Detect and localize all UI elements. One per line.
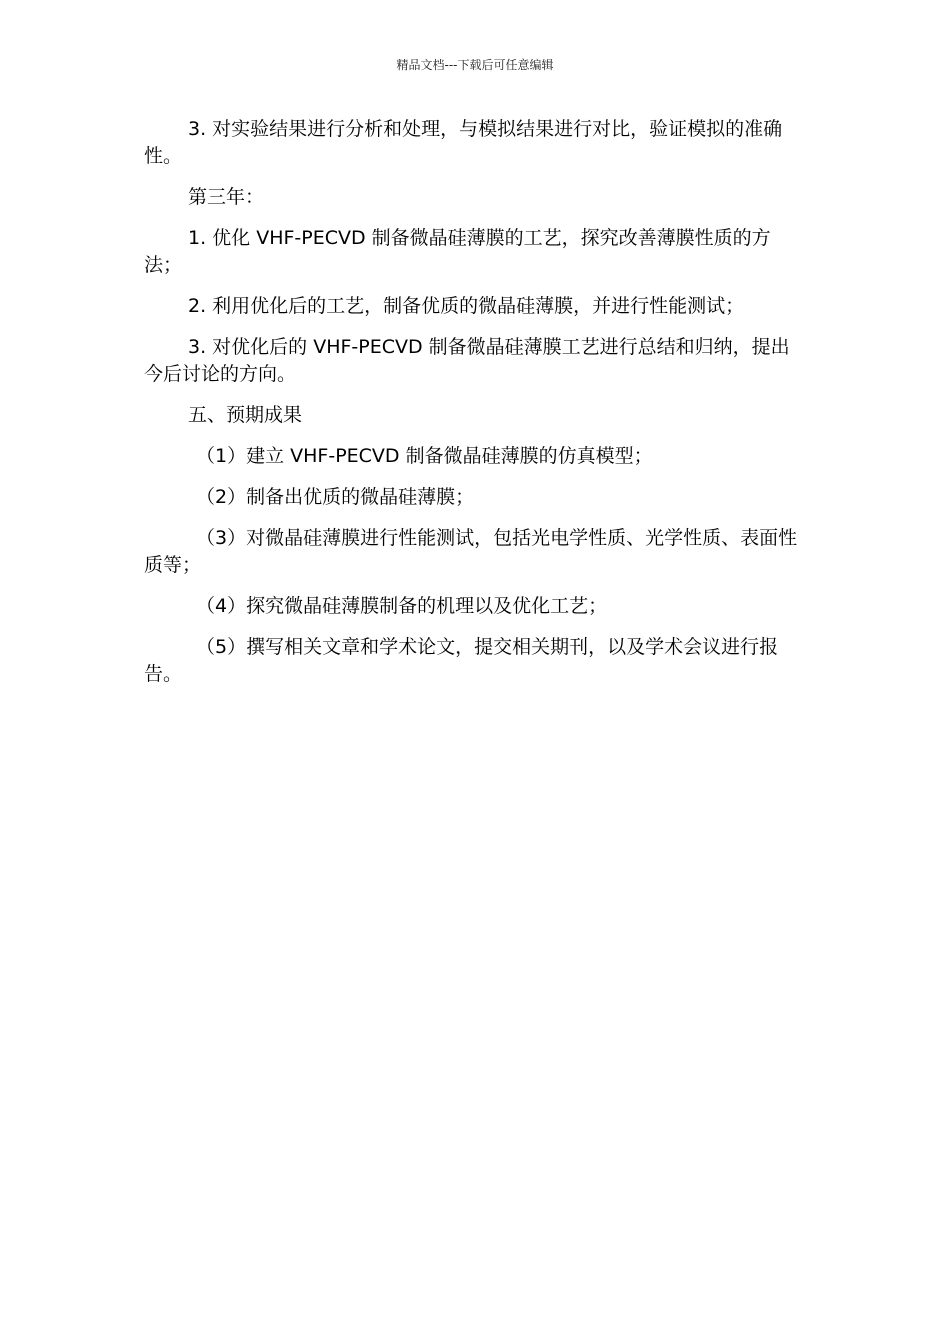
result-item-2: （2）制备出优质的微晶硅薄膜； bbox=[196, 486, 475, 508]
paragraph-year3-step3: 3. 对优化后的 VHF-PECVD 制备微晶硅薄膜工艺进行总结和归纳，提出今后讨论的方向。 bbox=[144, 336, 790, 385]
section-heading-year3: 第三年： bbox=[188, 186, 265, 208]
paragraph-year3-step2: 2. 利用优化后的工艺，制备优质的微晶硅薄膜，并进行性能测试； bbox=[188, 295, 745, 317]
paragraph-year3-step1: 1. 优化 VHF-PECVD 制备微晶硅薄膜的工艺，探究改善薄膜性质的方法； bbox=[144, 227, 771, 276]
document-body bbox=[144, 116, 808, 702]
paragraph-year2-step3: 3. 对实验结果进行分析和处理，与模拟结果进行对比，验证模拟的准确性。 bbox=[144, 118, 783, 167]
result-item-5: （5）撰写相关文章和学术论文，提交相关期刊，以及学术会议进行报告。 bbox=[144, 636, 779, 685]
result-item-3: （3）对微晶硅薄膜进行性能测试，包括光电学性质、光学性质、表面性质等； bbox=[144, 527, 798, 576]
section-heading-expected-results: 五、预期成果 bbox=[188, 404, 303, 426]
page-header: 精品文档---下载后可任意编辑 bbox=[396, 58, 554, 72]
result-item-1: （1）建立 VHF-PECVD 制备微晶硅薄膜的仿真模型； bbox=[196, 445, 653, 467]
result-item-4: （4）探究微晶硅薄膜制备的机理以及优化工艺； bbox=[196, 595, 608, 617]
